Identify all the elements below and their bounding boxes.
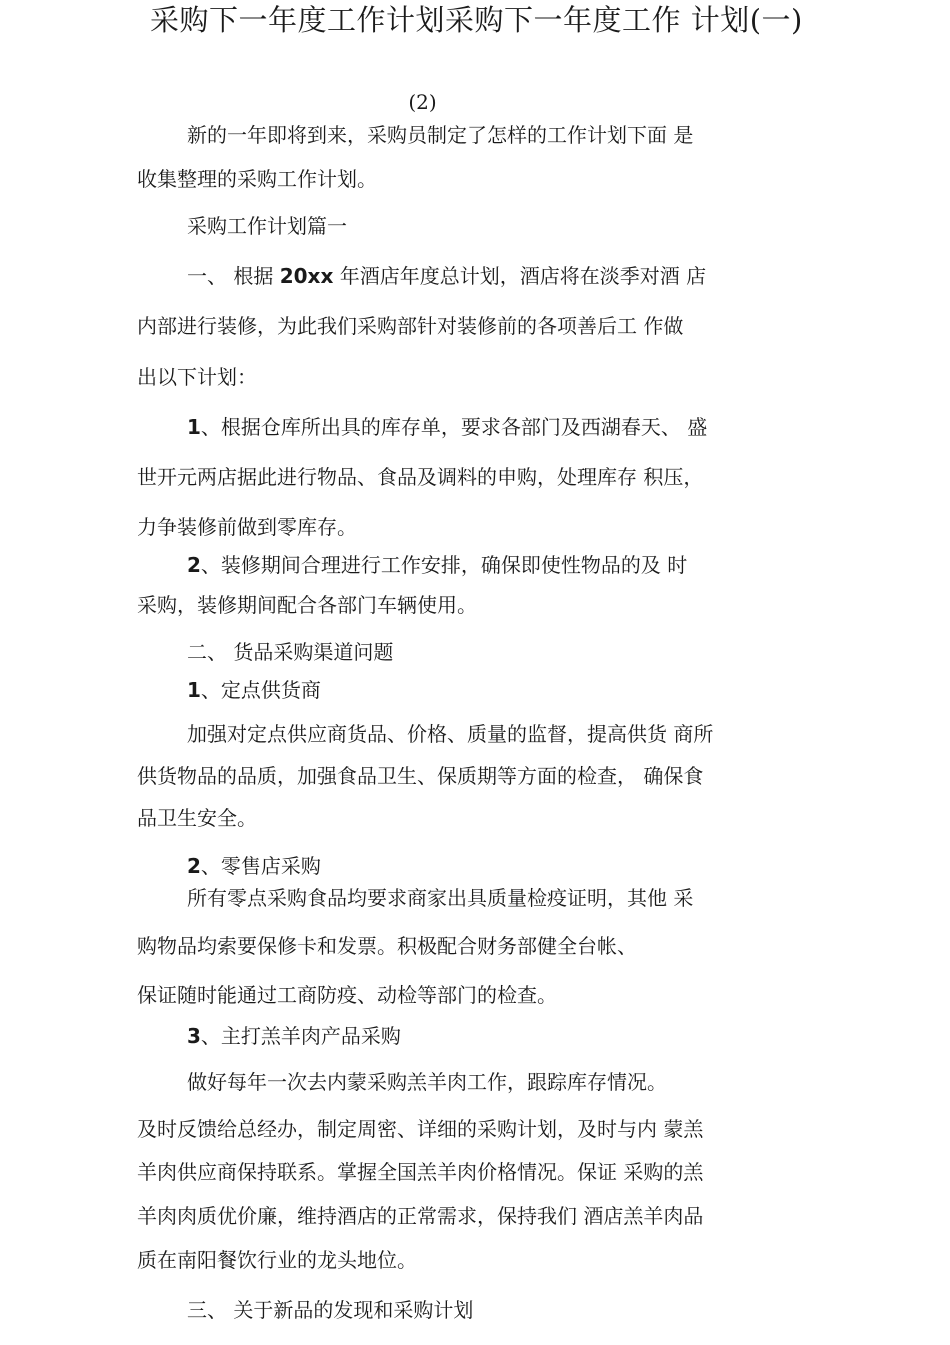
paragraph-line: 做好每年一次去内蒙采购羔羊肉工作，跟踪库存情况。 <box>187 1070 667 1094</box>
paragraph-line: 供货物品的品质，加强食品卫生、保质期等方面的检查， 确保食 <box>137 764 704 788</box>
paragraph-line: 力争装修前做到零库存。 <box>137 515 357 539</box>
paragraph-line: 品卫生安全。 <box>137 806 257 830</box>
paragraph-line: 采购，装修期间配合各部门车辆使用。 <box>137 593 477 617</box>
page-marker: (2) <box>408 90 437 114</box>
subsection-heading: 2、零售店采购 <box>187 854 321 878</box>
section-heading: 二、 货品采购渠道问题 <box>187 640 394 664</box>
paragraph-line: 羊肉供应商保持联系。掌握全国羔羊肉价格情况。保证 采购的羔 <box>137 1160 704 1184</box>
paragraph-line: 加强对定点供应商货品、价格、质量的监督，提高供货 商所 <box>187 722 714 746</box>
paragraph-line: 出以下计划： <box>137 365 257 389</box>
section-heading: 三、 关于新品的发现和采购计划 <box>187 1298 474 1322</box>
paragraph-line: 1、根据仓库所出具的库存单，要求各部门及西湖春天、 盛 <box>187 415 708 439</box>
paragraph-line: 保证随时能通过工商防疫、动检等部门的检查。 <box>137 983 557 1007</box>
paragraph-line: 收集整理的采购工作计划。 <box>137 167 377 191</box>
paragraph-line: 及时反馈给总经办，制定周密、详细的采购计划，及时与内 蒙羔 <box>137 1117 704 1141</box>
subsection-heading: 3、主打羔羊肉产品采购 <box>187 1024 401 1048</box>
paragraph-line: 一、 根据 20xx 年酒店年度总计划，酒店将在淡季对酒 店 <box>187 264 707 288</box>
paragraph-line: 羊肉肉质优价廉，维持酒店的正常需求，保持我们 酒店羔羊肉品 <box>137 1204 704 1228</box>
paragraph-line: 所有零点采购食品均要求商家出具质量检疫证明，其他 采 <box>187 886 694 910</box>
document-title: 采购下一年度工作计划采购下一年度工作 计划(一) <box>150 3 803 37</box>
paragraph-line: 世开元两店据此进行物品、食品及调料的申购，处理库存 积压， <box>137 465 704 489</box>
paragraph-line: 购物品均索要保修卡和发票。积极配合财务部健全台帐、 <box>137 934 637 958</box>
paragraph-line: 新的一年即将到来，采购员制定了怎样的工作计划下面 是 <box>187 123 694 147</box>
subsection-heading: 1、定点供货商 <box>187 678 321 702</box>
paragraph-line: 2、装修期间合理进行工作安排，确保即使性物品的及 时 <box>187 553 688 577</box>
paragraph-line: 质在南阳餐饮行业的龙头地位。 <box>137 1248 417 1272</box>
paragraph-line: 内部进行装修，为此我们采购部针对装修前的各项善后工 作做 <box>137 314 684 338</box>
section-heading: 采购工作计划篇一 <box>187 214 347 238</box>
